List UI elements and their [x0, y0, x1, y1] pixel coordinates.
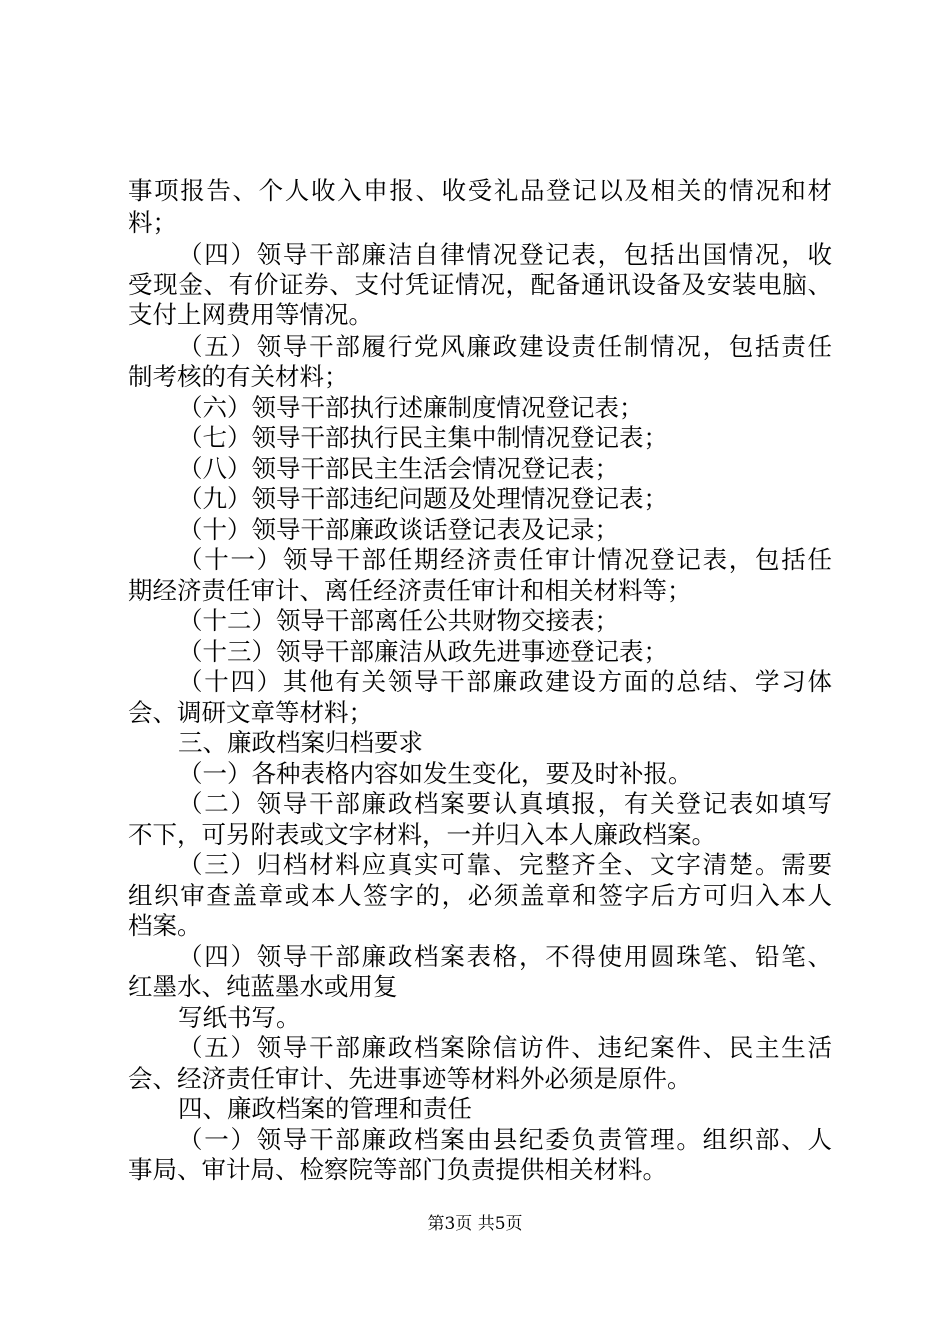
text-line: （六）领导干部执行述廉制度情况登记表；: [178, 393, 644, 422]
text-line: 档案。: [128, 911, 202, 940]
text-line: 制考核的有关材料；: [128, 362, 349, 391]
text-line: 组织审查盖章或本人签字的，必须盖章和签字后方可归入本人: [128, 881, 832, 910]
text-line: 事项报告、个人收入申报、收受礼品登记以及相关的情况和材: [128, 176, 832, 205]
text-line: （四）领导干部廉政档案表格，不得使用圆珠笔、铅笔、: [178, 942, 832, 971]
text-line: （三）归档材料应真实可靠、完整齐全、文字清楚。需要: [178, 850, 832, 879]
text-line: （十三）领导干部廉洁从政先进事迹登记表；: [178, 637, 668, 666]
text-line: （七）领导干部执行民主集中制情况登记表；: [178, 423, 668, 452]
text-line: （九）领导干部违纪问题及处理情况登记表；: [178, 484, 668, 513]
text-line: 会、调研文章等材料；: [128, 698, 373, 727]
text-line: （五）领导干部廉政档案除信访件、违纪案件、民主生活: [178, 1033, 832, 1062]
text-line: 不下，可另附表或文字材料，一并归入本人廉政档案。: [128, 820, 716, 849]
text-line: （五）领导干部履行党风廉政建设责任制情况，包括责任: [178, 332, 832, 361]
page-number-footer: 第3页 共5页: [427, 1214, 523, 1234]
text-line: （十）领导干部廉政谈话登记表及记录；: [178, 515, 619, 544]
section-heading: 三、廉政档案归档要求: [178, 728, 423, 757]
text-line: 会、经济责任审计、先进事迹等材料外必须是原件。: [128, 1064, 692, 1093]
text-line: 支付上网费用等情况。: [128, 300, 373, 329]
text-line: （一）领导干部廉政档案由县纪委负责管理。组织部、人: [178, 1125, 832, 1154]
text-line: 红墨水、纯蓝墨水或用复: [128, 972, 398, 1001]
text-line: （四）领导干部廉洁自律情况登记表，包括出国情况，收: [178, 240, 832, 269]
text-line: （十四）其他有关领导干部廉政建设方面的总结、学习体: [178, 667, 832, 696]
text-line: 料；: [128, 208, 177, 237]
text-line: （一）各种表格内容如发生变化，要及时补报。: [178, 759, 693, 788]
text-line: 受现金、有价证券、支付凭证情况，配备通讯设备及安装电脑、: [128, 270, 832, 299]
text-line: （十二）领导干部离任公共财物交接表；: [178, 606, 619, 635]
text-line: 期经济责任审计、离任经济责任审计和相关材料等；: [128, 576, 692, 605]
text-line: 写纸书写。: [178, 1003, 301, 1032]
text-line: 事局、审计局、检察院等部门负责提供相关材料。: [128, 1155, 667, 1184]
text-line: （二）领导干部廉政档案要认真填报，有关登记表如填写: [178, 789, 832, 818]
section-heading: 四、廉政档案的管理和责任: [178, 1094, 472, 1123]
text-line: （十一）领导干部任期经济责任审计情况登记表，包括任: [178, 545, 832, 574]
text-line: （八）领导干部民主生活会情况登记表；: [178, 454, 619, 483]
